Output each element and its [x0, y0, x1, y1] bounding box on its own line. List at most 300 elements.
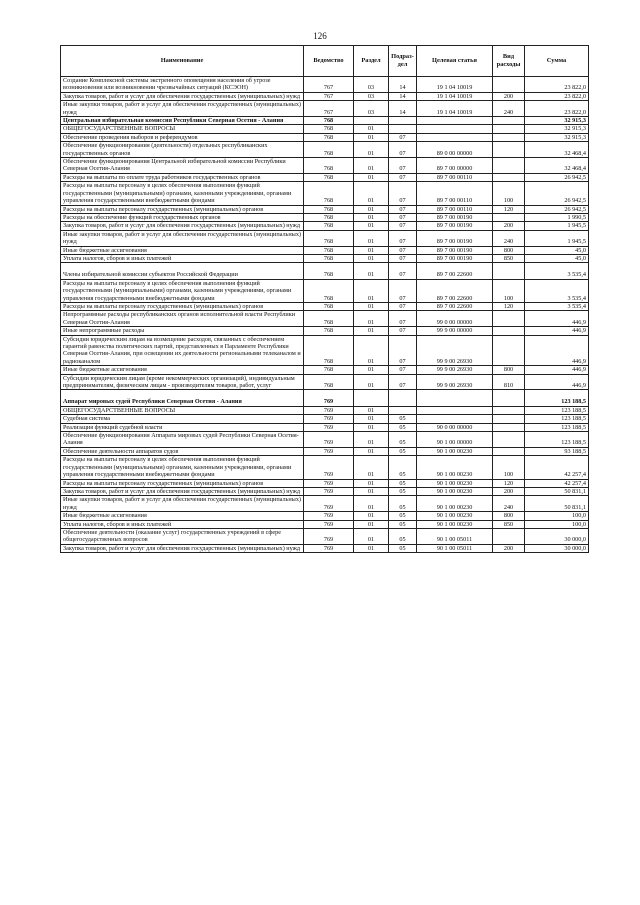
row-subsection — [389, 406, 417, 414]
row-subsection: 07 — [389, 222, 417, 230]
row-section: 01 — [354, 520, 389, 528]
row-sum: 1 990,5 — [525, 213, 589, 221]
table-row — [61, 456, 589, 479]
row-name: Иные бюджетные ассигнования — [61, 246, 304, 254]
row-section: 01 — [354, 158, 389, 174]
header-subsection: Подраз-дел — [389, 46, 417, 77]
row-name: Судебная система — [61, 415, 304, 423]
row-dept: 769 — [304, 520, 354, 528]
row-dept: 769 — [304, 487, 354, 495]
row-subsection: 07 — [389, 311, 417, 327]
table-body — [61, 77, 589, 553]
row-dept: 769 — [304, 544, 354, 552]
row-expense-kind: 120 — [493, 205, 525, 213]
row-name: Обеспечение функционирования (деятельности) отдельных республиканских государственных органов — [61, 142, 304, 158]
row-dept: 769 — [304, 447, 354, 455]
row-section: 01 — [354, 327, 389, 335]
row-name: Расходы на выплаты персоналу в целях обеспечения выполнения функций государственными (муниципальными) органами, казенными учреждениями, органами управления государственными внебюджетными фондами — [61, 456, 304, 479]
row-sum: 50 831,1 — [525, 487, 589, 495]
row-dept: 768 — [304, 335, 354, 366]
row-expense-kind: 120 — [493, 302, 525, 310]
row-target — [417, 406, 493, 414]
row-subsection: 07 — [389, 302, 417, 310]
row-target — [417, 133, 493, 141]
row-name: Уплата налогов, сборов и иных платежей — [61, 254, 304, 262]
row-name: Субсидии юридическим лицам (кроме некоммерческих организаций), индивидуальным предпринимателям, физическим лицам - производителям товаров, работ, услуг — [61, 374, 304, 390]
row-expense-kind — [493, 117, 525, 125]
row-dept: 768 — [304, 173, 354, 181]
row-subsection: 07 — [389, 133, 417, 141]
table-row — [61, 374, 589, 390]
row-expense-kind: 200 — [493, 92, 525, 100]
row-sum: 3 535,4 — [525, 263, 589, 279]
row-dept: 769 — [304, 415, 354, 423]
row-section: 01 — [354, 487, 389, 495]
row-subsection: 05 — [389, 479, 417, 487]
table-row — [61, 230, 589, 246]
row-expense-kind: 240 — [493, 230, 525, 246]
row-target — [417, 117, 493, 125]
row-section: 01 — [354, 479, 389, 487]
row-dept: 769 — [304, 456, 354, 479]
row-sum: 32 468,4 — [525, 158, 589, 174]
row-expense-kind: 850 — [493, 520, 525, 528]
row-target: 89 7 00 00190 — [417, 213, 493, 221]
row-target: 99 9 00 00000 — [417, 327, 493, 335]
row-section: 01 — [354, 544, 389, 552]
row-name: ОБЩЕГОСУДАРСТВЕННЫЕ ВОПРОСЫ — [61, 125, 304, 133]
row-sum: 42 257,4 — [525, 456, 589, 479]
row-sum: 45,0 — [525, 246, 589, 254]
row-expense-kind: 800 — [493, 246, 525, 254]
table-row — [61, 415, 589, 423]
row-target: 19 1 04 10019 — [417, 77, 493, 93]
row-dept: 769 — [304, 423, 354, 431]
row-name: Создание Комплексной системы экстренного оповещения населения об угрозе возникновения или возникновении чрезвычайных ситуаций (КСЭОН) — [61, 77, 304, 93]
row-sum: 32 915,3 — [525, 125, 589, 133]
row-subsection: 07 — [389, 246, 417, 254]
row-subsection: 05 — [389, 456, 417, 479]
row-expense-kind: 800 — [493, 366, 525, 374]
row-section: 01 — [354, 222, 389, 230]
row-subsection: 05 — [389, 447, 417, 455]
row-target: 89 7 00 00190 — [417, 230, 493, 246]
row-subsection: 07 — [389, 279, 417, 302]
row-target: 89 7 00 00190 — [417, 246, 493, 254]
row-name: Члены избирательной комиссии субъектов Российской Федерации — [61, 263, 304, 279]
budget-table — [60, 45, 589, 553]
row-expense-kind — [493, 213, 525, 221]
row-name: Обеспечение проведения выборов и референдумов — [61, 133, 304, 141]
row-section: 01 — [354, 496, 389, 512]
row-dept: 769 — [304, 528, 354, 544]
header-expense-kind: Вид расходы — [493, 46, 525, 77]
row-target: 90 1 00 00230 — [417, 520, 493, 528]
table-header-row — [61, 46, 589, 77]
row-target: 99 9 00 26930 — [417, 374, 493, 390]
row-dept: 768 — [304, 254, 354, 262]
row-section: 01 — [354, 406, 389, 414]
row-section: 01 — [354, 213, 389, 221]
row-expense-kind: 800 — [493, 512, 525, 520]
row-expense-kind — [493, 432, 525, 448]
table-row — [61, 512, 589, 520]
row-target: 89 7 00 00110 — [417, 182, 493, 205]
row-sum: 45,0 — [525, 254, 589, 262]
row-target: 19 1 04 10019 — [417, 92, 493, 100]
row-name: Иные непрограммные расходы — [61, 327, 304, 335]
row-subsection: 14 — [389, 92, 417, 100]
row-expense-kind: 240 — [493, 496, 525, 512]
row-target: 90 1 00 05011 — [417, 544, 493, 552]
table-row — [61, 432, 589, 448]
row-sum: 100,0 — [525, 520, 589, 528]
row-expense-kind — [493, 263, 525, 279]
row-target: 90 1 00 00230 — [417, 456, 493, 479]
table-row — [61, 222, 589, 230]
row-section: 01 — [354, 182, 389, 205]
table-row — [61, 327, 589, 335]
row-dept: 769 — [304, 512, 354, 520]
table-row — [61, 205, 589, 213]
row-dept: 768 — [304, 374, 354, 390]
row-target: 89 7 00 22600 — [417, 263, 493, 279]
row-subsection: 14 — [389, 77, 417, 93]
row-name: Расходы на выплаты персоналу государственных (муниципальных) органов — [61, 205, 304, 213]
row-target: 89 0 00 00000 — [417, 142, 493, 158]
table-row — [61, 125, 589, 133]
row-name: Аппарат мировых судей Республики Северная Осетия - Алания — [61, 390, 304, 406]
row-section: 01 — [354, 512, 389, 520]
row-dept: 768 — [304, 230, 354, 246]
row-sum: 3 535,4 — [525, 302, 589, 310]
row-target: 89 7 00 00110 — [417, 173, 493, 181]
row-subsection: 05 — [389, 544, 417, 552]
row-name: Уплата налогов, сборов и иных платежей — [61, 520, 304, 528]
header-sum: Сумма — [525, 46, 589, 77]
row-target: 89 7 00 00190 — [417, 254, 493, 262]
table-row — [61, 520, 589, 528]
row-expense-kind: 240 — [493, 101, 525, 117]
row-sum: 123 188,5 — [525, 390, 589, 406]
row-sum: 100,0 — [525, 512, 589, 520]
row-dept: 769 — [304, 390, 354, 406]
row-section: 01 — [354, 133, 389, 141]
row-expense-kind: 850 — [493, 254, 525, 262]
row-dept: 768 — [304, 366, 354, 374]
row-section: 01 — [354, 335, 389, 366]
row-dept: 768 — [304, 302, 354, 310]
row-target: 90 1 00 00230 — [417, 496, 493, 512]
header-dept: Ведомство — [304, 46, 354, 77]
row-dept: 768 — [304, 311, 354, 327]
table-row — [61, 528, 589, 544]
row-dept: 768 — [304, 182, 354, 205]
row-target: 90 1 00 00000 — [417, 432, 493, 448]
row-dept: 768 — [304, 205, 354, 213]
row-name: Расходы на выплаты персоналу государственных (муниципальных) органов — [61, 302, 304, 310]
row-expense-kind: 200 — [493, 222, 525, 230]
table-row — [61, 487, 589, 495]
row-expense-kind — [493, 158, 525, 174]
row-dept: 768 — [304, 158, 354, 174]
row-name: Обеспечение деятельности (оказание услуг) государственных учреждений в сфере общегосударственных вопросов — [61, 528, 304, 544]
row-dept: 769 — [304, 496, 354, 512]
row-target: 89 7 00 00110 — [417, 205, 493, 213]
table-row — [61, 390, 589, 406]
row-expense-kind: 200 — [493, 487, 525, 495]
table-row — [61, 423, 589, 431]
row-sum: 30 000,0 — [525, 528, 589, 544]
row-sum: 1 945,5 — [525, 222, 589, 230]
table-row — [61, 213, 589, 221]
row-subsection: 07 — [389, 335, 417, 366]
row-target: 89 7 00 22600 — [417, 279, 493, 302]
row-section: 01 — [354, 366, 389, 374]
row-subsection: 07 — [389, 173, 417, 181]
row-dept: 767 — [304, 77, 354, 93]
row-subsection: 05 — [389, 487, 417, 495]
row-expense-kind: 100 — [493, 182, 525, 205]
row-dept: 768 — [304, 263, 354, 279]
row-section — [354, 390, 389, 406]
row-sum: 30 000,0 — [525, 544, 589, 552]
row-name: Субсидии юридическим лицам на возмещение расходов, связанных с обеспечением гарантий равенства политических партий, представленных в Парламенте Республики Северная Осетия-Алания, при освещении их деятельности региональными телеканалом и радиоканалом — [61, 335, 304, 366]
row-name: Иные закупки товаров, работ и услуг для обеспечения государственных (муниципальных) нужд — [61, 496, 304, 512]
row-name: Закупка товаров, работ и услуг для обеспечения государственных (муниципальных) нужд — [61, 92, 304, 100]
table-row — [61, 77, 589, 93]
row-expense-kind — [493, 125, 525, 133]
row-section: 01 — [354, 230, 389, 246]
row-name: Обеспечение деятельности аппаратов судов — [61, 447, 304, 455]
row-dept: 768 — [304, 117, 354, 125]
table-row — [61, 246, 589, 254]
row-expense-kind: 810 — [493, 374, 525, 390]
table-row — [61, 447, 589, 455]
table-row — [61, 479, 589, 487]
table-row — [61, 335, 589, 366]
row-sum: 1 945,5 — [525, 230, 589, 246]
row-subsection: 07 — [389, 254, 417, 262]
row-subsection — [389, 117, 417, 125]
table-row — [61, 173, 589, 181]
row-name: Закупка товаров, работ и услуг для обеспечения государственных (муниципальных) нужд — [61, 222, 304, 230]
row-subsection: 05 — [389, 432, 417, 448]
row-subsection: 05 — [389, 415, 417, 423]
row-expense-kind — [493, 335, 525, 366]
table-row — [61, 544, 589, 552]
row-section: 01 — [354, 423, 389, 431]
row-section: 01 — [354, 246, 389, 254]
row-expense-kind — [493, 173, 525, 181]
row-dept: 768 — [304, 213, 354, 221]
row-subsection: 07 — [389, 374, 417, 390]
row-name: Расходы на обеспечение функций государственных органов — [61, 213, 304, 221]
row-section: 01 — [354, 432, 389, 448]
row-name: Центральная избирательная комиссия Республики Северная Осетия - Алания — [61, 117, 304, 125]
header-target: Целевая статья — [417, 46, 493, 77]
row-target — [417, 390, 493, 406]
row-expense-kind — [493, 133, 525, 141]
row-section: 01 — [354, 415, 389, 423]
row-dept: 768 — [304, 125, 354, 133]
table-row — [61, 101, 589, 117]
table-row — [61, 133, 589, 141]
row-section: 01 — [354, 254, 389, 262]
row-name: Иные закупки товаров, работ и услуг для обеспечения государственных (муниципальных) нужд — [61, 230, 304, 246]
row-subsection: 07 — [389, 366, 417, 374]
row-name: Непрограммные расходы республиканских органов исполнительной власти Республики Северная Осетия-Алания — [61, 311, 304, 327]
row-subsection: 07 — [389, 158, 417, 174]
row-sum: 446,9 — [525, 335, 589, 366]
row-sum: 93 188,5 — [525, 447, 589, 455]
row-name: Закупка товаров, работ и услуг для обеспечения государственных (муниципальных) нужд — [61, 544, 304, 552]
row-sum: 446,9 — [525, 374, 589, 390]
row-section: 01 — [354, 263, 389, 279]
row-sum: 123 188,5 — [525, 406, 589, 414]
row-subsection: 05 — [389, 496, 417, 512]
row-expense-kind — [493, 415, 525, 423]
row-name: Иные бюджетные ассигнования — [61, 366, 304, 374]
row-target: 89 7 00 00190 — [417, 222, 493, 230]
header-section: Раздел — [354, 46, 389, 77]
row-subsection: 07 — [389, 327, 417, 335]
row-sum: 23 822,0 — [525, 101, 589, 117]
row-target: 90 1 00 05011 — [417, 528, 493, 544]
row-dept: 768 — [304, 279, 354, 302]
row-section: 01 — [354, 173, 389, 181]
table-row — [61, 366, 589, 374]
table-row — [61, 182, 589, 205]
table-row — [61, 117, 589, 125]
row-expense-kind — [493, 77, 525, 93]
row-sum: 32 915,3 — [525, 133, 589, 141]
row-sum: 42 257,4 — [525, 479, 589, 487]
row-name: Расходы на выплаты по оплате труда работников государственных органов — [61, 173, 304, 181]
row-section: 01 — [354, 279, 389, 302]
row-expense-kind: 120 — [493, 479, 525, 487]
row-sum: 3 535,4 — [525, 279, 589, 302]
row-subsection: 07 — [389, 230, 417, 246]
row-section — [354, 117, 389, 125]
row-section: 03 — [354, 101, 389, 117]
row-target: 90 1 00 00230 — [417, 487, 493, 495]
row-subsection: 07 — [389, 182, 417, 205]
row-sum: 446,9 — [525, 327, 589, 335]
row-target: 19 1 04 10019 — [417, 101, 493, 117]
row-section: 01 — [354, 142, 389, 158]
row-dept: 768 — [304, 133, 354, 141]
row-expense-kind — [493, 447, 525, 455]
row-target: 90 1 00 00230 — [417, 447, 493, 455]
row-target: 90 1 00 00230 — [417, 479, 493, 487]
table-row — [61, 279, 589, 302]
row-sum: 23 822,0 — [525, 77, 589, 93]
row-expense-kind: 100 — [493, 279, 525, 302]
row-subsection: 14 — [389, 101, 417, 117]
table-row — [61, 142, 589, 158]
row-section: 03 — [354, 77, 389, 93]
row-subsection: 05 — [389, 512, 417, 520]
row-expense-kind: 100 — [493, 456, 525, 479]
row-target: 99 0 00 00000 — [417, 311, 493, 327]
row-target: 90 1 00 00230 — [417, 512, 493, 520]
row-dept: 767 — [304, 101, 354, 117]
page-number: 126 — [313, 31, 327, 41]
table-row — [61, 263, 589, 279]
row-name: ОБЩЕГОСУДАРСТВЕННЫЕ ВОПРОСЫ — [61, 406, 304, 414]
row-sum: 32 915,3 — [525, 117, 589, 125]
row-sum: 123 188,5 — [525, 432, 589, 448]
row-section: 01 — [354, 302, 389, 310]
row-sum: 26 942,5 — [525, 182, 589, 205]
row-sum: 32 468,4 — [525, 142, 589, 158]
row-sum: 26 942,5 — [525, 173, 589, 181]
row-sum: 26 942,5 — [525, 205, 589, 213]
row-name: Закупка товаров, работ и услуг для обеспечения государственных (муниципальных) нужд — [61, 487, 304, 495]
row-subsection: 07 — [389, 263, 417, 279]
row-name: Реализация функций судебной власти — [61, 423, 304, 431]
table-row — [61, 92, 589, 100]
row-expense-kind — [493, 528, 525, 544]
row-subsection: 07 — [389, 213, 417, 221]
row-target: 90 0 00 00000 — [417, 423, 493, 431]
row-expense-kind — [493, 327, 525, 335]
table-row — [61, 254, 589, 262]
row-section: 01 — [354, 205, 389, 213]
table-row — [61, 406, 589, 414]
row-expense-kind: 200 — [493, 544, 525, 552]
row-section: 01 — [354, 374, 389, 390]
row-sum: 123 188,5 — [525, 423, 589, 431]
row-subsection: 05 — [389, 423, 417, 431]
row-section: 01 — [354, 125, 389, 133]
row-sum: 50 831,1 — [525, 496, 589, 512]
row-sum: 123 188,5 — [525, 415, 589, 423]
row-dept: 769 — [304, 406, 354, 414]
row-name: Иные закупки товаров, работ и услуг для обеспечения государственных (муниципальных) нужд — [61, 101, 304, 117]
row-target: 99 9 00 26930 — [417, 366, 493, 374]
row-sum: 23 822,0 — [525, 92, 589, 100]
row-name: Расходы на выплаты персоналу в целях обеспечения выполнения функций государственными (муниципальными) органами, казенными учреждениями, органами управления государственными внебюджетными фондами — [61, 182, 304, 205]
table-row — [61, 496, 589, 512]
row-subsection: 07 — [389, 205, 417, 213]
row-subsection: 07 — [389, 142, 417, 158]
row-section: 01 — [354, 456, 389, 479]
row-section: 01 — [354, 528, 389, 544]
row-target — [417, 415, 493, 423]
row-target: 89 7 00 00000 — [417, 158, 493, 174]
table-row — [61, 302, 589, 310]
row-dept: 767 — [304, 92, 354, 100]
row-name: Расходы на выплаты персоналу в целях обеспечения выполнения функций государственными (муниципальными) органами, казенными учреждениями, органами управления государственными внебюджетными фондами — [61, 279, 304, 302]
row-subsection: 05 — [389, 520, 417, 528]
table-row — [61, 158, 589, 174]
row-target: 89 7 00 22600 — [417, 302, 493, 310]
table-row — [61, 311, 589, 327]
row-name: Иные бюджетные ассигнования — [61, 512, 304, 520]
header-name: Наименование — [61, 46, 304, 77]
row-section: 03 — [354, 92, 389, 100]
row-section: 01 — [354, 311, 389, 327]
row-dept: 768 — [304, 327, 354, 335]
row-subsection — [389, 125, 417, 133]
row-section: 01 — [354, 447, 389, 455]
row-dept: 769 — [304, 432, 354, 448]
row-expense-kind — [493, 390, 525, 406]
row-name: Обеспечение функционирования Центральной избирательной комиссии Республики Северная Осетия-Алания — [61, 158, 304, 174]
row-dept: 769 — [304, 479, 354, 487]
